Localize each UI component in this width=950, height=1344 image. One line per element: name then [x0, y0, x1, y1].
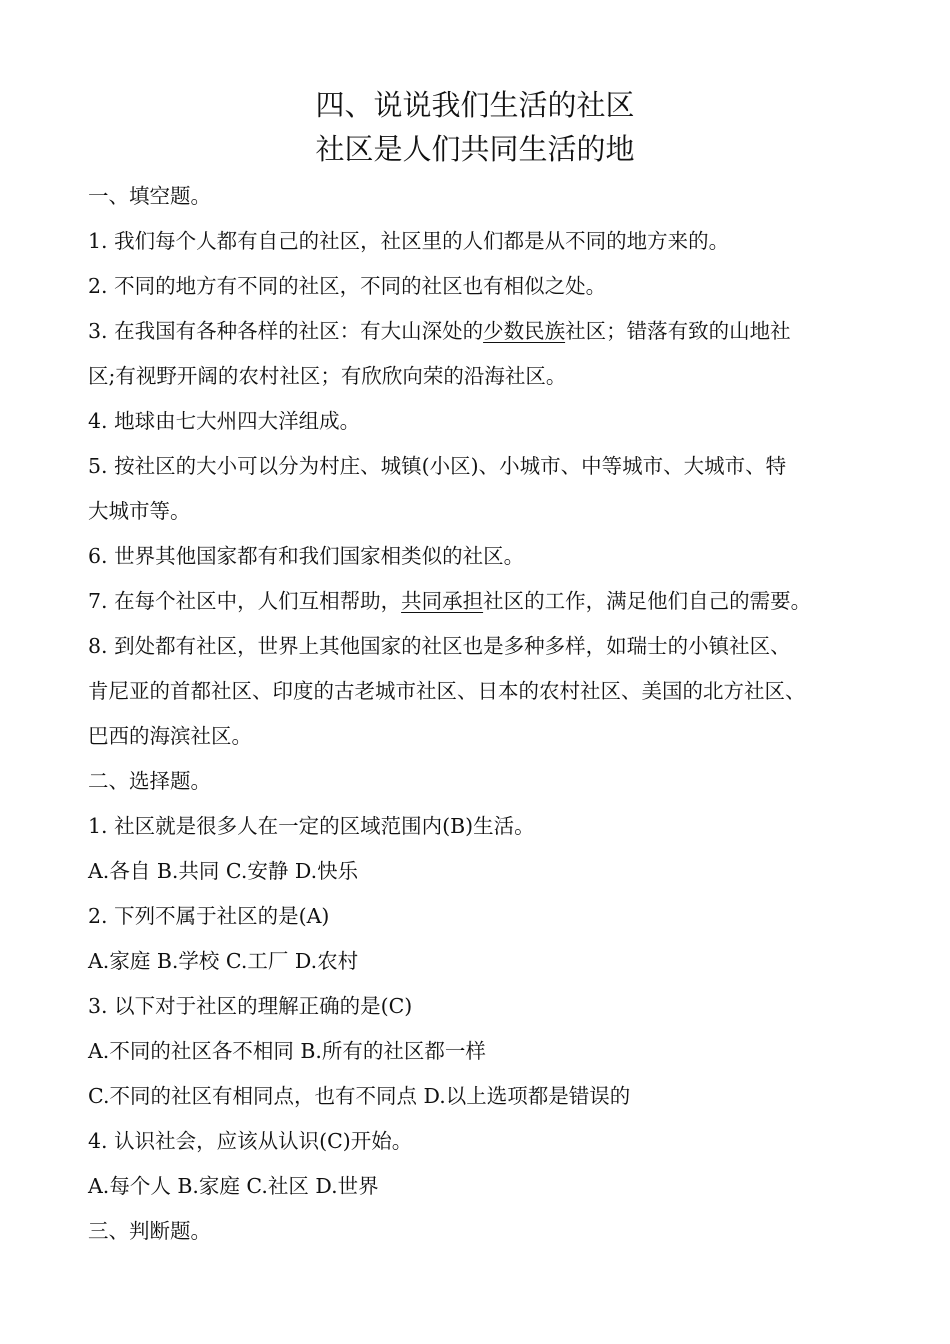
choice-question-3-options-continued: C.不同的社区有相同点，也有不同点 D.以上选项都是错误的	[88, 1084, 631, 1108]
document-title: 四、说说我们生活的社区	[315, 88, 635, 122]
document-body	[88, 174, 868, 1254]
fill-question-6: 6. 世界其他国家都有和我们国家相类似的社区。	[88, 544, 525, 568]
document-subtitle: 社区是人们共同生活的地	[315, 132, 635, 166]
fill-question-3-answer: 少数民族	[483, 319, 566, 343]
choice-question-2: 2. 下列不属于社区的是(A)	[88, 904, 330, 928]
fill-question-2: 2. 不同的地方有不同的社区，不同的社区也有相似之处。	[88, 274, 607, 298]
fill-question-5: 5. 按社区的大小可以分为村庄、城镇(小区)、小城市、中等城市、大城市、特	[88, 454, 787, 478]
fill-question-3	[88, 309, 868, 354]
choice-question-4: 4. 认识社会，应该从认识(C)开始。	[88, 1129, 413, 1153]
fill-question-3-text-end: 社区；错落有致的山地社	[565, 319, 791, 343]
fill-question-8-continued: 肯尼亚的首都社区、印度的古老城市社区、日本的农村社区、美国的北方社区、	[88, 679, 806, 703]
fill-question-7-answer: 共同承担	[401, 589, 484, 613]
fill-question-3-continued: 区;有视野开阔的农村社区；有欣欣向荣的沿海社区。	[88, 364, 567, 388]
fill-question-7-text: 7. 在每个社区中，人们互相帮助，	[88, 589, 402, 613]
fill-question-4: 4. 地球由七大州四大洋组成。	[88, 409, 361, 433]
fill-question-1: 1. 我们每个人都有自己的社区，社区里的人们都是从不同的地方来的。	[88, 229, 730, 253]
section-heading-multiple-choice: 二、选择题。	[88, 769, 211, 793]
choice-question-3: 3. 以下对于社区的理解正确的是(C)	[88, 994, 413, 1018]
choice-question-4-options: A.每个人 B.家庭 C.社区 D.世界	[88, 1174, 379, 1198]
fill-question-5-continued: 大城市等。	[88, 499, 191, 523]
fill-question-8: 8. 到处都有社区，世界上其他国家的社区也是多种多样，如瑞士的小镇社区、	[88, 634, 791, 658]
section-heading-true-false: 三、判断题。	[88, 1219, 211, 1243]
choice-question-2-options: A.家庭 B.学校 C.工厂 D.农村	[88, 949, 359, 973]
section-heading-fill-blank: 一、填空题。	[88, 184, 211, 208]
fill-question-7	[88, 579, 868, 624]
choice-question-1: 1. 社区就是很多人在一定的区域范围内(B)生活。	[88, 814, 535, 838]
fill-question-7-text-end: 社区的工作，满足他们自己的需要。	[483, 589, 812, 613]
choice-question-3-options: A.不同的社区各不相同 B.所有的社区都一样	[88, 1039, 486, 1063]
fill-question-3-text: 3. 在我国有各种各样的社区：有大山深处的	[88, 319, 484, 343]
fill-question-8-end: 巴西的海滨社区。	[88, 724, 252, 748]
choice-question-1-options: A.各自 B.共同 C.安静 D.快乐	[88, 859, 359, 883]
